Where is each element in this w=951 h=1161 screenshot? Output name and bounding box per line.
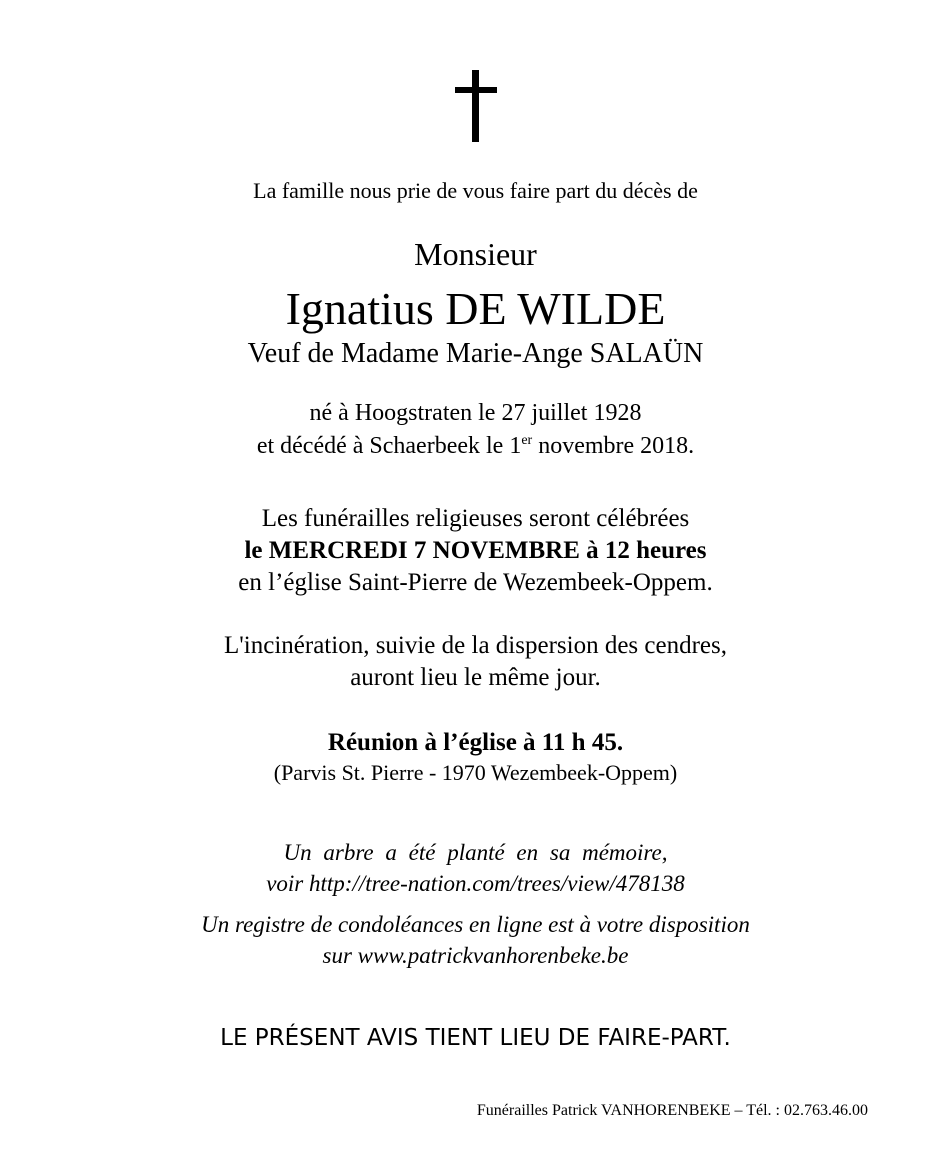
- death-line-superscript: er: [521, 433, 533, 448]
- latin-cross-icon: [455, 70, 497, 142]
- notice-statement: LE PRÉSENT AVIS TIENT LIEU DE FAIRE-PART.: [220, 1025, 731, 1051]
- gathering-time-line: Réunion à l’église à 11 h 45.: [327, 729, 624, 756]
- death-line-prefix: et décédé à Schaerbeek le 1: [256, 433, 522, 459]
- deceased-name: Ignatius DE WILDE: [285, 283, 666, 334]
- funeral-date-line: le MERCREDI 7 NOVEMBRE à 12 heures: [244, 537, 707, 564]
- footer-contact: Funérailles Patrick VANHORENBEKE – Tél. : 02.763.46.00: [476, 1102, 868, 1119]
- intro-text: La famille nous prie de vous faire part du décès de: [253, 178, 698, 203]
- civility: Monsieur: [414, 236, 537, 272]
- spouse-line: Veuf de Madame Marie-Ange SALAÜN: [247, 338, 704, 369]
- death-line-suffix: novembre 2018.: [532, 433, 695, 459]
- cross-vertical-bar: [472, 70, 479, 142]
- register-line-1: Un registre de condoléances en ligne est à votre disposition: [201, 912, 750, 937]
- cross-horizontal-bar: [455, 87, 497, 93]
- register-link-line: sur www.patrickvanhorenbeke.be: [322, 943, 629, 968]
- funeral-place-line: en l’église Saint-Pierre de Wezembeek-Oppem.: [238, 569, 713, 596]
- funeral-line-1: Les funérailles religieuses seront célébrées: [261, 505, 690, 532]
- cremation-line-2: auront lieu le même jour.: [350, 664, 601, 691]
- tree-link-line: voir http://tree-nation.com/trees/view/478138: [266, 871, 685, 896]
- death-line: [0, 433, 951, 460]
- gathering-address-line: (Parvis St. Pierre - 1970 Wezembeek-Oppem): [273, 760, 678, 785]
- cremation-line-1: L'incinération, suivie de la dispersion des cendres,: [224, 632, 727, 659]
- birth-line: né à Hoogstraten le 27 juillet 1928: [309, 400, 642, 426]
- tree-line-1: Un arbre a été planté en sa mémoire,: [283, 840, 668, 865]
